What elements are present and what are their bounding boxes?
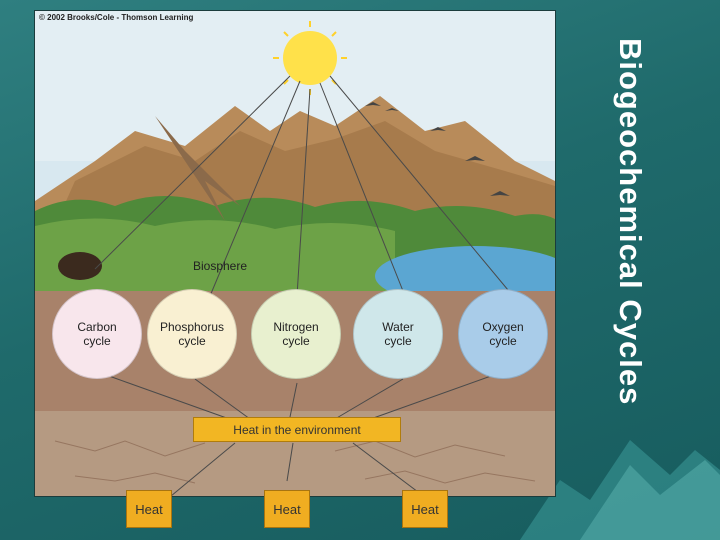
sun-icon — [283, 31, 337, 85]
nitrogen-cycle — [251, 289, 341, 379]
cycle-label: Carbon cycle — [77, 320, 117, 348]
cycle-label: Water cycle — [382, 320, 414, 348]
slide-title — [610, 38, 650, 458]
cycle-label: Phosphorus cycle — [159, 320, 225, 348]
biogeochemical-diagram — [34, 10, 556, 497]
cycle-label: Oxygen cycle — [482, 320, 524, 348]
carbon-cycle — [52, 289, 142, 379]
bear-icon — [58, 252, 102, 280]
heat-output-box: Heat — [402, 490, 448, 528]
heat-output-box: Heat — [264, 490, 310, 528]
heat-in-environment-box: Heat in the environment — [193, 417, 401, 442]
phosphorus-cycle — [147, 289, 237, 379]
copyright-text: © 2002 Brooks/Cole - Thomson Learning — [39, 13, 194, 22]
oxygen-cycle — [458, 289, 548, 379]
water-cycle — [353, 289, 443, 379]
cycle-label: Nitrogen cycle — [273, 320, 319, 348]
slide-title-text: Biogeochemical Cycles — [613, 38, 648, 406]
biosphere-label: Biosphere — [192, 259, 248, 273]
heat-output-box: Heat — [126, 490, 172, 528]
